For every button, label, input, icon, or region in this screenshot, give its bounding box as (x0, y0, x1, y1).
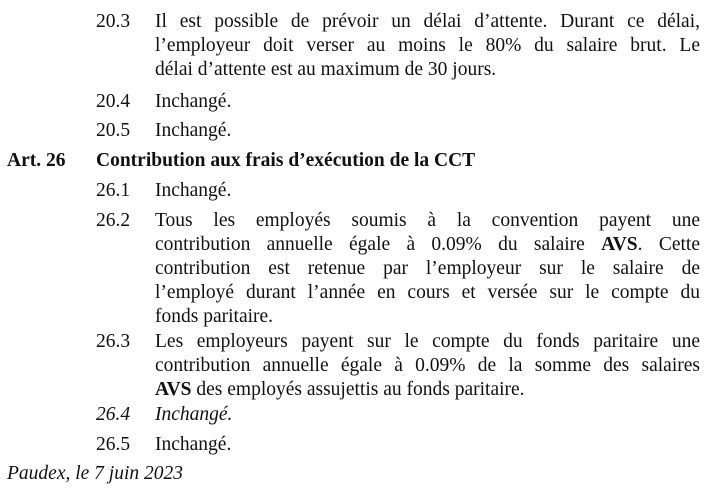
text-segment: . Cette (637, 234, 701, 255)
text-line: fonds paritaire. (155, 306, 274, 327)
avs-term: AVS (155, 379, 192, 400)
text-line: Inchangé. (155, 404, 233, 425)
item-text (155, 403, 700, 427)
signature-place-date: Paudex, le 7 juin 2023 (7, 463, 184, 484)
item-number: 26.2 (96, 210, 131, 231)
text-line: Tous les employés soumis à la convention payent une (155, 210, 700, 231)
item-text (155, 90, 700, 114)
text-line: Il est possible de prévoir un délai d’attente. Durant ce délai, (155, 11, 700, 32)
text-line: l’employé durant l’année en cours et versée sur le compte du (155, 282, 700, 303)
item-number: 20.3 (96, 11, 131, 32)
item-number: 26.4 (96, 404, 131, 425)
item-number: 26.5 (96, 434, 131, 455)
text-segment: contribution annuelle égale à 0.09% du salaire (155, 234, 585, 255)
text-segment: des employés assujettis au fonds paritaire. (191, 379, 525, 400)
text-line: contribution est retenue par l’employeur sur le salaire de (155, 258, 700, 279)
item-number: 26.3 (96, 331, 131, 352)
text-line: contribution annuelle égale à 0.09% de la somme des salaires (155, 355, 700, 376)
text-line (155, 378, 700, 402)
item-text (155, 119, 700, 143)
text-line: Inchangé. (155, 434, 232, 455)
item-number: 20.5 (96, 120, 131, 141)
text-line: Inchangé. (155, 120, 232, 141)
article-label: Art. 26 (7, 150, 66, 171)
item-text (155, 330, 700, 402)
text-line: délai d’attente est au maximum de 30 jours. (155, 59, 497, 80)
item-text (155, 209, 700, 329)
item-text (155, 10, 700, 82)
item-text (155, 179, 700, 203)
text-line (155, 233, 700, 257)
text-line: Inchangé. (155, 180, 232, 201)
item-number: 20.4 (96, 91, 131, 112)
avs-term: AVS (601, 234, 638, 255)
article-title: Contribution aux frais d’exécution de la CCT (96, 150, 476, 171)
item-number: 26.1 (96, 180, 131, 201)
text-line: Inchangé. (155, 91, 232, 112)
item-text (155, 433, 700, 457)
text-line: Les employeurs payent sur le compte du fonds paritaire une (155, 331, 700, 352)
text-line: l’employeur doit verser au moins le 80% du salaire brut. Le (155, 35, 700, 56)
